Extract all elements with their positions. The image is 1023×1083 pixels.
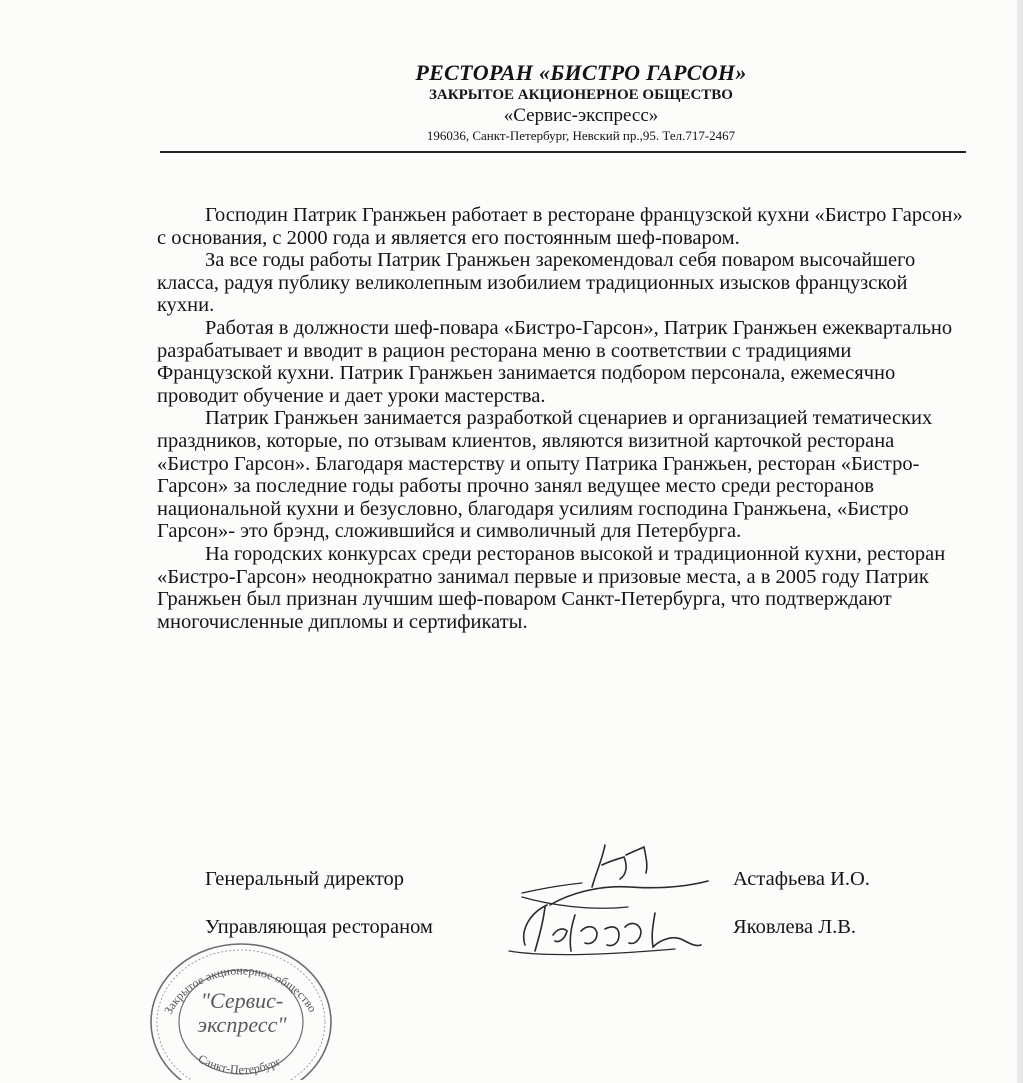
letter-body <box>157 204 969 633</box>
stamp-outer-text: Закрытое акционерное общество <box>161 963 320 1017</box>
letterhead-divider <box>160 151 966 153</box>
company-type: ЗАКРЫТОЕ АКЦИОНЕРНОЕ ОБЩЕСТВО <box>429 87 733 103</box>
stamp-bottom-text: Санкт-Петербург <box>195 1051 283 1077</box>
manager-signature <box>505 895 705 965</box>
letterhead <box>160 60 966 145</box>
paragraph: Работая в должности шеф-повара «Бистро-Гарсон», Патрик Гранжьен ежеквартально разрабатывает и вводит в рацион ресторана меню в соответствии с традициями Французской кухни. Патрик Гранжьен занимается подбором персонала, ежемесячно проводит обучение и дает уроки мастерства. <box>157 316 953 407</box>
paragraph: Патрик Гранжьен занимается разработкой сценариев и организацией тематических праздников, которые, по отзывам клиентов, являются визитной карточкой ресторана «Бистро Гарсон». Благодаря мастерству и опыту Патрика Гранжьен, ресторан «Бистро-Гарсон» за последние годы работы прочно занял ведущее место среди ресторанов национальной кухни и безусловно, благодаря усилиям господина Гранжьена, «Бистро Гарсон»- это брэнд, сложившийся и символичный для Петербурга. <box>157 407 933 543</box>
company-address: 196036, Санкт-Петербург, Невский пр.,95. Тел.717-2467 <box>426 128 736 143</box>
company-stamp <box>146 930 336 1080</box>
company-name: «Сервис-экспресс» <box>503 105 659 126</box>
paragraph: За все годы работы Патрик Гранжьен зарекомендовал себя поваром высочайшего класса, радуя публику великолепным изобилием традиционных изысков французской кухни. <box>157 249 916 317</box>
paragraph: Господин Патрик Гранжьен работает в ресторане французской кухни «Бистро Гарсон» с основания, с 2000 года и является его постоянным шеф-поваром. <box>157 204 963 249</box>
director-name: Астафьева И.О. <box>733 868 870 890</box>
stamp-center-line1: "Сервис- <box>200 988 284 1013</box>
director-signature <box>510 835 720 925</box>
director-title: Генеральный директор <box>205 868 405 890</box>
manager-name: Яковлева Л.В. <box>733 916 857 938</box>
restaurant-name: РЕСТОРАН «БИСТРО ГАРСОН» <box>415 60 747 85</box>
stamp-center-line2: экспресс" <box>197 1012 287 1037</box>
manager-title: Управляющая рестораном <box>205 916 433 938</box>
paragraph: На городских конкурсах среди ресторанов высокой и традиционной кухни, ресторан «Бистро-Гарсон» неоднократно занимал первые и призовые места, а в 2005 году Патрик Гранжьен был признан лучшим шеф-поваром Санкт-Петербурга, что подтверждают многочисленные дипломы и сертификаты. <box>157 542 946 633</box>
